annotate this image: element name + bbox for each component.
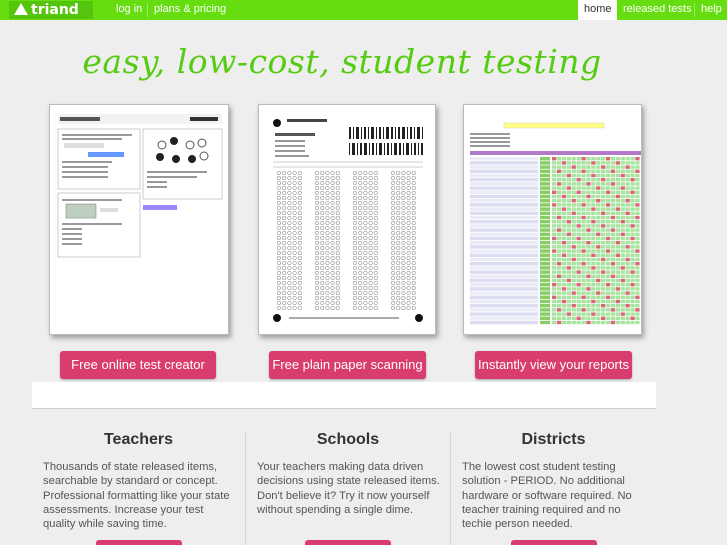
- instantly-view-your-reports-button[interactable]: Instantly view your reports: [475, 351, 632, 379]
- districts-cta-button[interactable]: [511, 540, 597, 545]
- top-navigation-bar: [0, 0, 727, 20]
- brand-name: triand: [31, 2, 79, 18]
- districts-heading: Districts: [521, 431, 586, 448]
- districts-column: [451, 409, 656, 545]
- reports-preview-image: [463, 104, 642, 335]
- schools-cta-button[interactable]: [305, 540, 391, 545]
- test-creator-thumbnail: [50, 105, 229, 335]
- teachers-cta-button[interactable]: [96, 540, 182, 545]
- schools-description: Your teachers making data driven decisions using state released items. Don't believe it? Try it now yourself without spending a single dime.: [257, 461, 440, 516]
- reports-thumbnail: [464, 105, 642, 335]
- test-creator-preview-image: [49, 104, 229, 335]
- paper-scanning-preview-image: [258, 104, 436, 335]
- teachers-description: Thousands of state released items, searchable by standard or concept. Professional formatting like your state assessments. Increase your test quality while saving time.: [43, 461, 230, 531]
- free-plain-paper-scanning-button[interactable]: Free plain paper scanning: [269, 351, 426, 379]
- teachers-column: [32, 409, 245, 545]
- nav-help[interactable]: help: [701, 3, 722, 15]
- schools-column: [246, 409, 450, 545]
- tagline-heading: easy, low-cost, student testing: [82, 42, 602, 81]
- answer-sheet-thumbnail: [259, 105, 436, 335]
- schools-heading: Schools: [316, 431, 380, 448]
- districts-description: The lowest cost student testing solution - PERIOD. No additional hardware or software required. No teacher training required and no techie person needed.: [462, 461, 632, 531]
- nav-home[interactable]: home: [578, 0, 617, 20]
- teachers-heading: Teachers: [103, 431, 174, 448]
- triangle-logo-icon: [14, 3, 28, 15]
- white-divider-band: [32, 382, 656, 408]
- nav-plans-pricing[interactable]: plans & pricing: [154, 3, 227, 15]
- triand-logo[interactable]: [9, 1, 93, 19]
- free-online-test-creator-button[interactable]: Free online test creator: [60, 351, 216, 379]
- nav-log-in[interactable]: log in: [116, 3, 143, 15]
- nav-released-tests[interactable]: released tests: [623, 3, 692, 15]
